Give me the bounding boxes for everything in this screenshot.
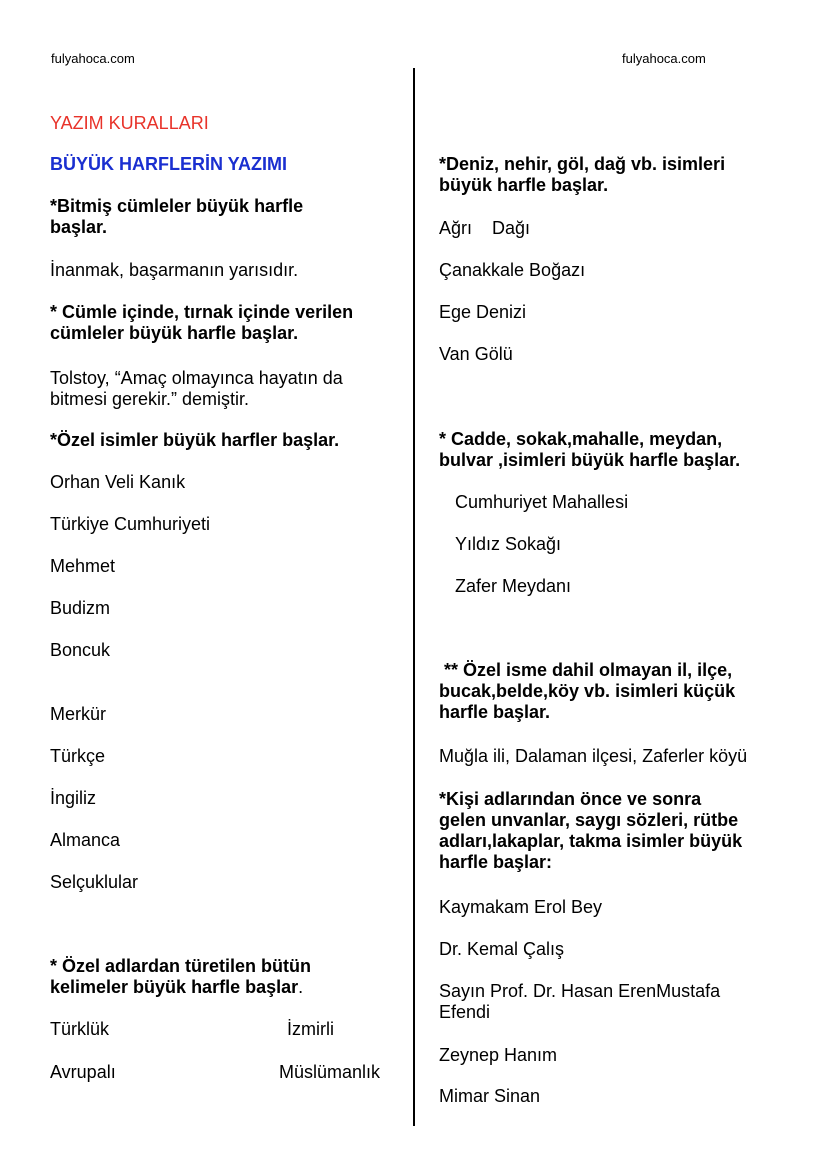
- derived-word: Türklük: [50, 1019, 110, 1039]
- example-2-line-2: bitmesi gerekir.” demiştir.: [50, 389, 250, 409]
- list-item: Budizm: [50, 598, 111, 618]
- rule-8-line-1: *Kişi adlarından önce ve sonra: [439, 789, 702, 809]
- rule-8-line-2: gelen unvanlar, saygı sözleri, rütbe: [439, 810, 739, 830]
- list-item: Boncuk: [50, 640, 111, 660]
- rule-4-line-2: [50, 977, 303, 998]
- rule-1-line-1: *Bitmiş cümleler büyük harfle: [50, 196, 304, 216]
- list-item: Van Gölü: [439, 344, 513, 364]
- list-item: Merkür: [50, 704, 107, 724]
- list-item: Ağrı Dağı: [439, 218, 531, 238]
- header-right: fulyahoca.com: [622, 51, 706, 66]
- rule-4-period: .: [298, 977, 304, 997]
- list-item: Türkiye Cumhuriyeti: [50, 514, 211, 534]
- section-subtitle: BÜYÜK HARFLERİN YAZIMI: [50, 154, 288, 174]
- list-item: Zafer Meydanı: [455, 576, 572, 596]
- list-item: Mimar Sinan: [439, 1086, 541, 1106]
- rule-6-line-1: * Cadde, sokak,mahalle, meydan,: [439, 429, 723, 449]
- rule-8-line-4: harfle başlar:: [439, 852, 553, 872]
- list-item-line-2: Efendi: [439, 1002, 491, 1022]
- rule-5-line-2: büyük harfle başlar.: [439, 175, 609, 195]
- list-item-line-1: Sayın Prof. Dr. Hasan ErenMustafa: [439, 981, 721, 1001]
- list-item: Ege Denizi: [439, 302, 527, 322]
- rule-3: *Özel isimler büyük harfler başlar.: [50, 430, 340, 450]
- derived-word: İzmirli: [287, 1019, 334, 1039]
- example-2-line-1: Tolstoy, “Amaç olmayınca hayatın da: [50, 368, 343, 388]
- example-7: Muğla ili, Dalaman ilçesi, Zaferler köyü: [439, 746, 748, 766]
- list-item: Çanakkale Boğazı: [439, 260, 586, 280]
- rule-1-line-2: başlar.: [50, 217, 108, 237]
- rule-8-line-3: adları,lakaplar, takma isimler büyük: [439, 831, 743, 851]
- list-item: Zeynep Hanım: [439, 1045, 558, 1065]
- derived-word: Avrupalı: [50, 1062, 116, 1082]
- list-item: Kaymakam Erol Bey: [439, 897, 603, 917]
- rule-2-line-1: * Cümle içinde, tırnak içinde verilen: [50, 302, 354, 322]
- derived-word: Müslümanlık: [279, 1062, 381, 1082]
- column-divider: [413, 68, 415, 1126]
- rule-5-line-1: *Deniz, nehir, göl, dağ vb. isimleri: [439, 154, 726, 174]
- list-item: Yıldız Sokağı: [455, 534, 562, 554]
- rule-7-line-3: harfle başlar.: [439, 702, 551, 722]
- list-item: Orhan Veli Kanık: [50, 472, 186, 492]
- rule-7-line-1: ** Özel isme dahil olmayan il, ilçe,: [439, 660, 733, 680]
- rule-6-line-2: bulvar ,isimleri büyük harfle başlar.: [439, 450, 741, 470]
- header-left: fulyahoca.com: [51, 51, 135, 66]
- rule-2-line-2: cümleler büyük harfle başlar.: [50, 323, 299, 343]
- rule-4-line-1: * Özel adlardan türetilen bütün: [50, 956, 312, 976]
- list-item: İngiliz: [50, 788, 97, 808]
- list-item: Almanca: [50, 830, 121, 850]
- list-item: Mehmet: [50, 556, 116, 576]
- list-item: Selçuklular: [50, 872, 139, 892]
- rule-4-bold-text: kelimeler büyük harfle başlar: [50, 977, 299, 997]
- example-1: İnanmak, başarmanın yarısıdır.: [50, 260, 299, 280]
- list-item: Cumhuriyet Mahallesi: [455, 492, 629, 512]
- rule-7-line-2: bucak,belde,köy vb. isimleri küçük: [439, 681, 736, 701]
- page-title: YAZIM KURALLARI: [50, 113, 209, 133]
- list-item: Türkçe: [50, 746, 106, 766]
- list-item: Dr. Kemal Çalış: [439, 939, 565, 959]
